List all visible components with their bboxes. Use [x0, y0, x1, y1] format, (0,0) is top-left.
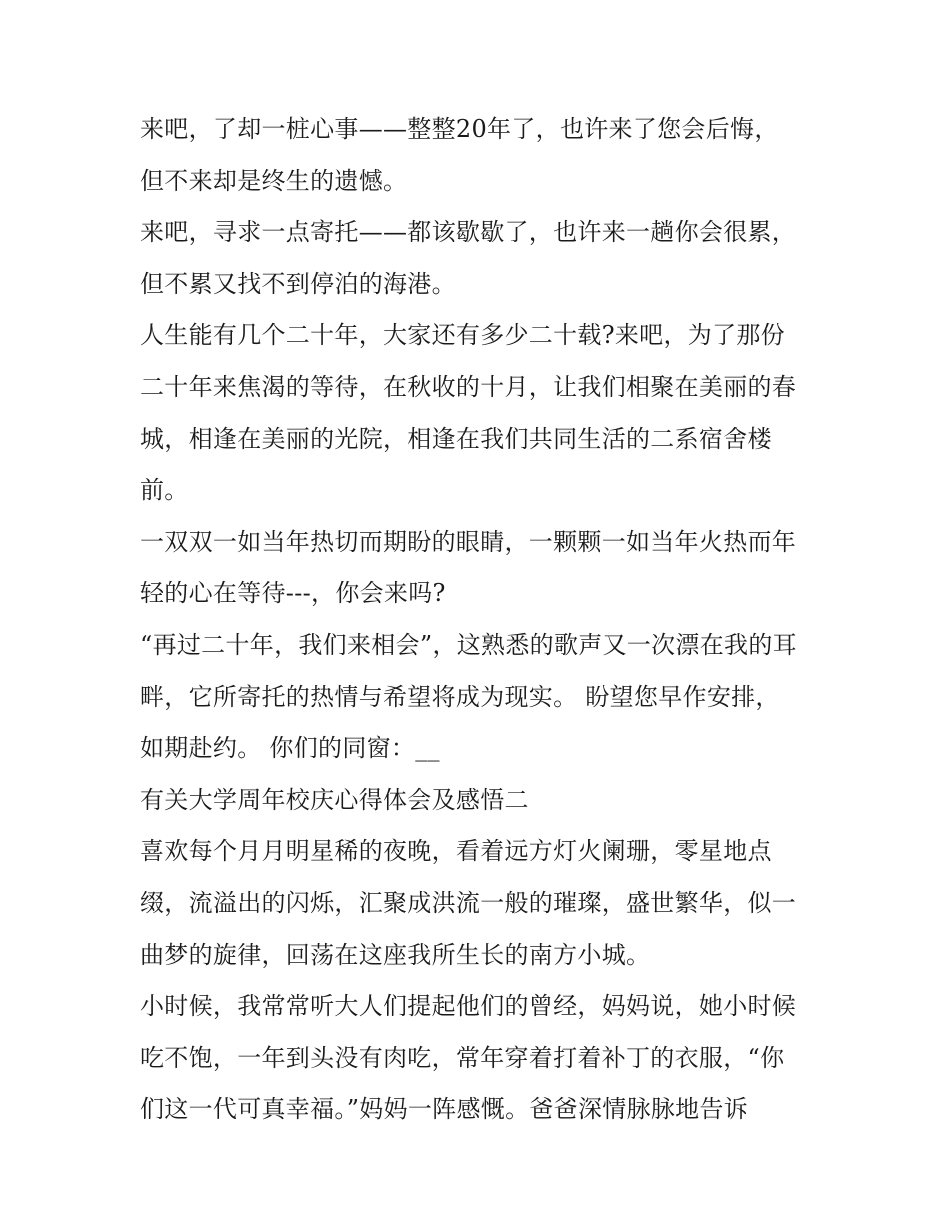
- text-line: 们这一代可真幸福。”妈妈一阵感慨。爸爸深情脉脉地告诉: [140, 1095, 749, 1124]
- text-line: 但不累又找不到停泊的海港。: [140, 269, 456, 298]
- text-line: 二十年来焦渴的等待，在秋收的十月，让我们相聚在美丽的春: [140, 372, 797, 401]
- text-line: 小时候，我常常听大人们提起他们的曾经，妈妈说，她小时候: [140, 992, 797, 1021]
- text-line: 畔，它所寄托的热情与希望将成为现实。 盼望您早作安排，: [140, 682, 780, 711]
- text-line: 如期赴约。 你们的同窗：__: [140, 734, 440, 763]
- text-line: 来吧，寻求一点寄托——都该歇歇了，也许来一趟你会很累，: [140, 218, 797, 247]
- text-line: 人生能有几个二十年，大家还有多少二十载?来吧，为了那份: [140, 321, 785, 350]
- text-line: 一双双一如当年热切而期盼的眼睛，一颗颗一如当年火热而年: [140, 527, 797, 556]
- text-line: “再过二十年，我们来相会”，这熟悉的歌声又一次漂在我的耳: [140, 630, 797, 659]
- section-heading: 有关大学周年校庆心得体会及感悟二: [140, 785, 529, 814]
- text-line: 来吧，了却一桩心事——整整20年了，也许来了您会后悔，: [140, 115, 779, 143]
- text-line: 吃不饱，一年到头没有肉吃，常年穿着打着补丁的衣服，“你: [140, 1043, 785, 1072]
- text-line: 城，相逢在美丽的光院，相逢在我们共同生活的二系宿舍楼: [140, 424, 772, 453]
- text-line: 前。: [140, 476, 189, 505]
- text-line: 曲梦的旋律，回荡在这座我所生长的南方小城。: [140, 940, 651, 969]
- text-line: 但不来却是终生的遗憾。: [140, 166, 408, 195]
- text-line: 缀，流溢出的闪烁，汇聚成洪流一般的璀璨，盛世繁华，似一: [140, 888, 797, 917]
- text-line: 轻的心在等待---，你会来吗?: [140, 579, 446, 608]
- document-page: [140, 104, 820, 1136]
- text-line: 喜欢每个月月明星稀的夜晚，看着远方灯火阑珊，零星地点: [140, 837, 772, 866]
